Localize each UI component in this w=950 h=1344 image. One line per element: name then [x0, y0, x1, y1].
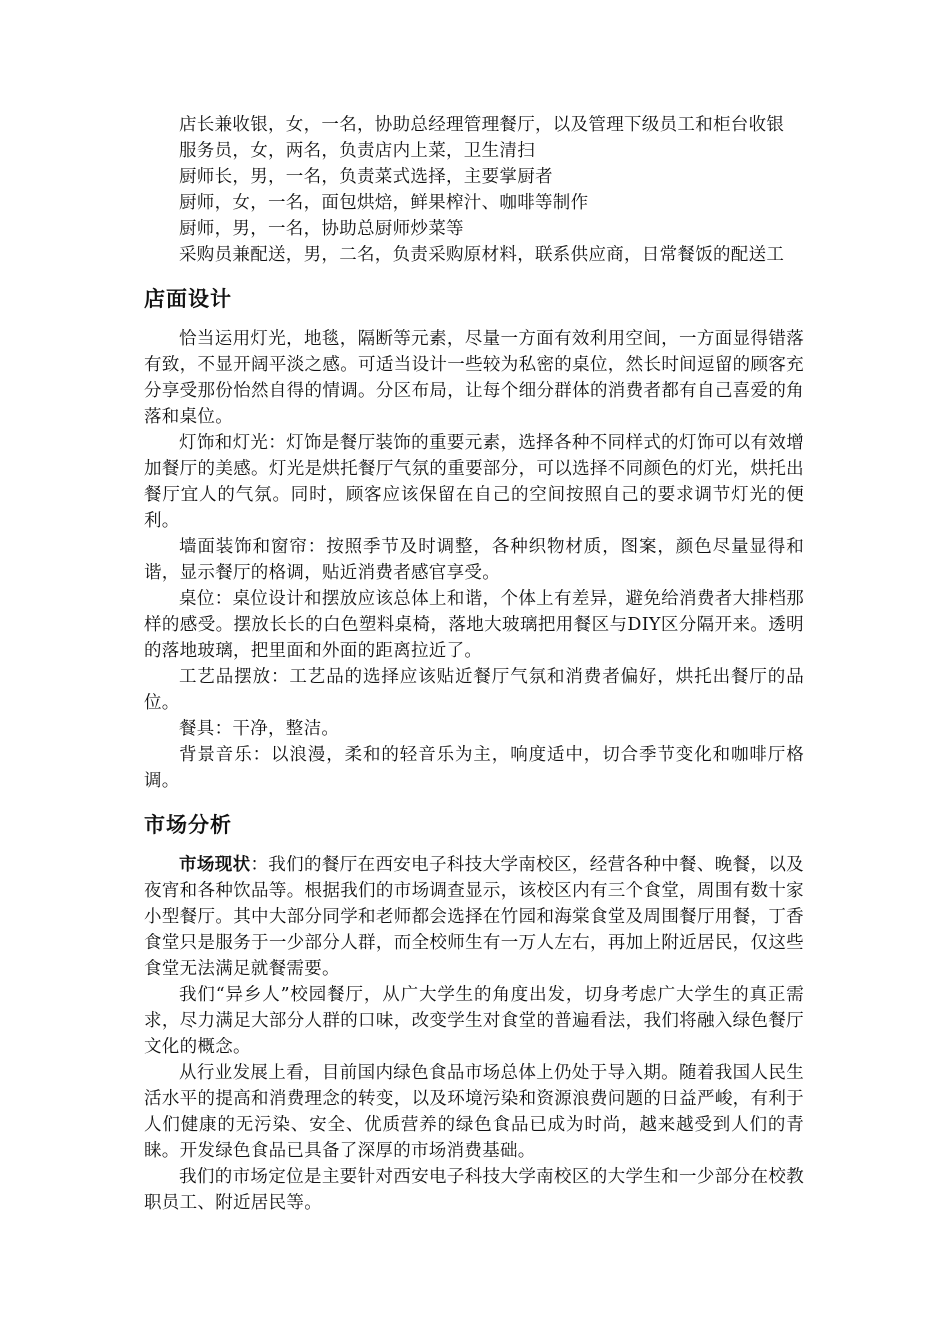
staff-item: 服务员，女，两名，负责店内上菜，卫生清扫 — [179, 141, 535, 161]
market-status-text: ：我们的餐厅在西安电子科技大学南校区，经营各种中餐、晚餐，以及夜宵和各种饮品等。根据我们的市场调查显示，该校区内有三个食堂，周围有数十家小型餐厅。其中大部分同学和老师都会选择在竹园和海棠食堂及周围餐厅用餐，丁香食堂只是服务于一少部分人群，而全校师生有一万人左右，再加上附近居民，仅这些食堂无法满足就餐需要。 — [144, 855, 804, 979]
staff-item: 采购员兼配送，男，二名，负责采购原材料，联系供应商，日常餐饭的配送工 — [179, 245, 785, 265]
paragraph: 恰当运用灯光，地毯，隔断等元素，尽量一方面有效利用空间，一方面显得错落有致，不显开阔平淡之感。可适当设计一些较为私密的桌位，然长时间逗留的顾客充分享受那份怡然自得的情调。分区布局，让每个细分群体的消费者都有自己喜爱的角落和桌位。 — [144, 329, 804, 427]
staff-list — [144, 112, 804, 268]
document-page — [144, 112, 804, 1216]
section-heading-market-analysis: 市场分析 — [144, 813, 232, 837]
paragraph: 我们“异乡人”校园餐厅，从广大学生的角度出发，切身考虑广大学生的真正需求，尽力满足大部分人群的口味，改变学生对食堂的普遍看法，我们将融入绿色餐厅文化的概念。 — [144, 985, 804, 1057]
staff-item: 店长兼收银，女，一名，协助总经理管理餐厅，以及管理下级员工和柜台收银 — [179, 115, 785, 135]
paragraph: 工艺品摆放：工艺品的选择应该贴近餐厅气氛和消费者偏好，烘托出餐厅的品位。 — [144, 667, 804, 713]
paragraph-market-status — [144, 852, 804, 982]
paragraph: 灯饰和灯光：灯饰是餐厅装饰的重要元素，选择各种不同样式的灯饰可以有效增加餐厅的美感。灯光是烘托餐厅气氛的重要部分，可以选择不同颜色的灯光，烘托出餐厅宜人的气氛。同时，顾客应该保留在自己的空间按照自己的要求调节灯光的便利。 — [144, 433, 804, 531]
market-status-label: 市场现状 — [179, 855, 251, 875]
paragraph: 背景音乐：以浪漫，柔和的轻音乐为主，响度适中，切合季节变化和咖啡厅格调。 — [144, 745, 804, 791]
paragraph: 餐具：干净，整洁。 — [179, 719, 340, 739]
store-design-section — [144, 326, 804, 794]
section-heading-store-design: 店面设计 — [144, 287, 232, 311]
market-analysis-section — [144, 852, 804, 1216]
staff-item: 厨师，男，一名，协助总厨师炒菜等 — [179, 219, 464, 239]
staff-item: 厨师，女，一名，面包烘焙，鲜果榨汁、咖啡等制作 — [179, 193, 589, 213]
paragraph: 桌位：桌位设计和摆放应该总体上和谐，个体上有差异，避免给消费者大排档那样的感受。摆放长长的白色塑料桌椅，落地大玻璃把用餐区与DIY区分隔开来。透明的落地玻璃，把里面和外面的距离拉近了。 — [144, 589, 804, 661]
paragraph: 我们的市场定位是主要针对西安电子科技大学南校区的大学生和一少部分在校教职员工、附近居民等。 — [144, 1167, 804, 1213]
paragraph: 墙面装饰和窗帘：按照季节及时调整，各种织物材质，图案，颜色尽量显得和谐，显示餐厅的格调，贴近消费者感官享受。 — [144, 537, 804, 583]
staff-item: 厨师长，男，一名，负责菜式选择，主要掌厨者 — [179, 167, 553, 187]
paragraph: 从行业发展上看，目前国内绿色食品市场总体上仍处于导入期。随着我国人民生活水平的提高和消费理念的转变，以及环境污染和资源浪费问题的日益严峻，有利于人们健康的无污染、安全、优质营养的绿色食品已成为时尚，越来越受到人们的青睐。开发绿色食品已具备了深厚的市场消费基础。 — [144, 1063, 804, 1161]
